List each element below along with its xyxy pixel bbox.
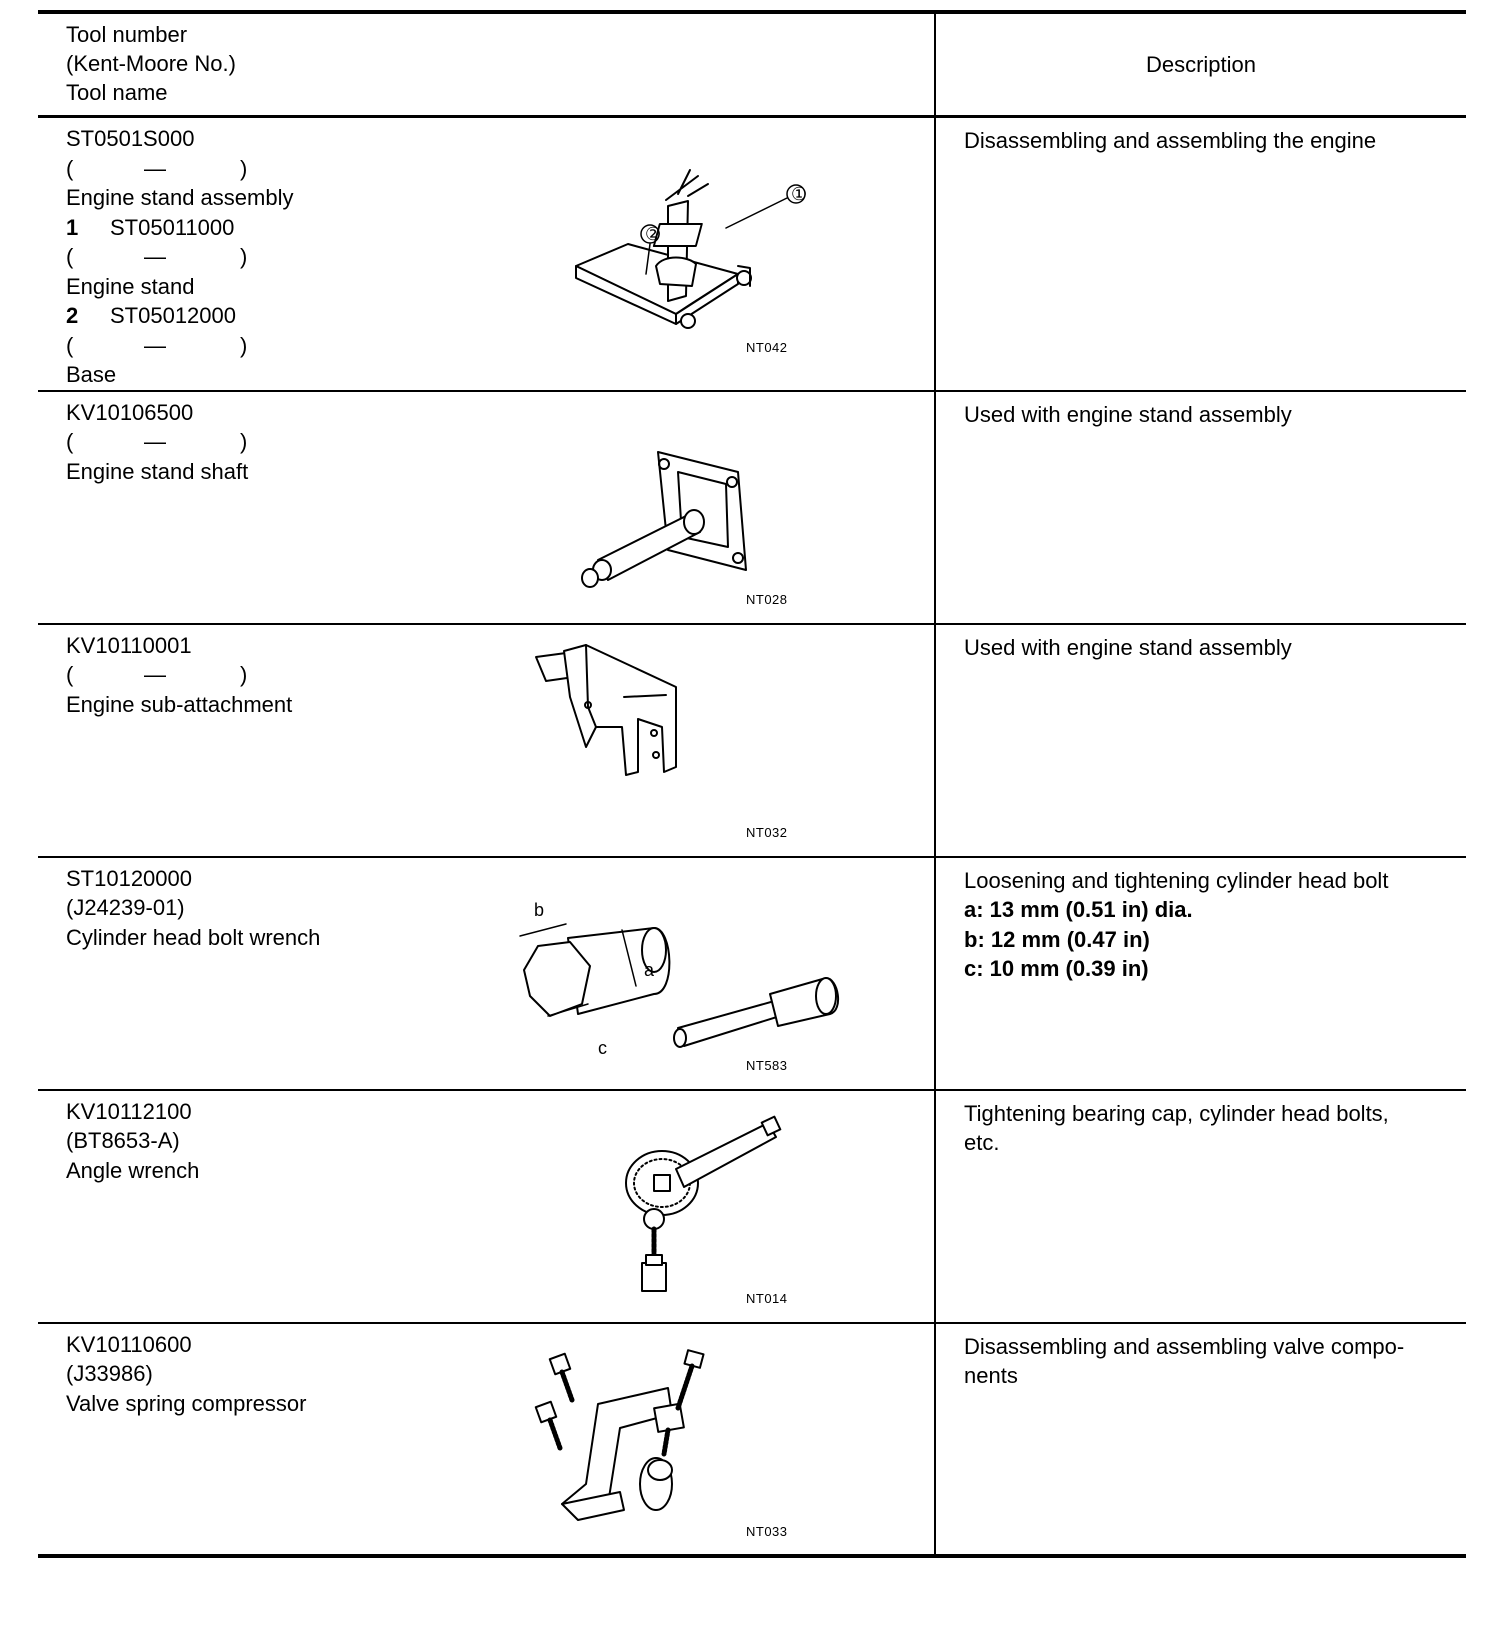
tool-line-text: (J33986) <box>66 1361 153 1386</box>
figure-code: NT583 <box>746 1057 788 1073</box>
tool-cell <box>38 391 935 624</box>
kent-moore-number-blank: ( — ) <box>66 242 934 272</box>
callout-1: ① <box>791 184 808 204</box>
callout-2: ② <box>645 224 662 244</box>
special-tools-table-page <box>38 10 1466 1558</box>
cylinder-head-bolt-wrench-illustration <box>508 886 848 1072</box>
dash: — <box>144 155 166 181</box>
dash: — <box>144 244 166 269</box>
tool-line <box>66 1330 934 1360</box>
valve-spring-compressor-illustration <box>528 1344 768 1534</box>
tool-cell <box>38 857 935 1090</box>
tool-line-text: ST10120000 <box>66 865 192 891</box>
kent-moore-number-blank: ( — ) <box>66 660 934 690</box>
kent-moore-number-blank: ( — ) <box>66 331 934 361</box>
tool-line-text: ST0501S000 <box>66 126 195 151</box>
description-text: Tightening bearing cap, cylinder head bolts, <box>964 1100 1389 1126</box>
tool-line <box>66 1359 934 1389</box>
tool-line-text: Engine stand shaft <box>66 458 249 484</box>
special-tools-table <box>38 10 1466 1558</box>
kent-moore-number-blank: ( — ) <box>66 154 934 184</box>
figure-code: NT033 <box>746 1523 788 1539</box>
tool-cell <box>38 1323 935 1556</box>
tool-column-header <box>38 12 935 117</box>
tool-line <box>66 1156 934 1186</box>
figure-code: NT028 <box>746 591 788 607</box>
tool-cell <box>38 117 935 391</box>
tool-line <box>66 1389 934 1419</box>
dash: — <box>144 662 166 687</box>
tool-line-text: ST05011000 <box>110 214 235 240</box>
tool-line <box>66 360 934 390</box>
table-row <box>38 857 1466 1090</box>
tool-line-text: (J24239-01) <box>66 895 185 920</box>
tool-line <box>66 1097 934 1127</box>
dash: — <box>144 332 166 358</box>
table-row <box>38 1090 1466 1323</box>
description-text: Used with engine stand assembly <box>964 634 1292 660</box>
description-cell <box>935 857 1466 1090</box>
figure-code: NT014 <box>746 1290 788 1306</box>
description-cell <box>935 1323 1466 1556</box>
component-number: 1 <box>66 214 79 240</box>
tool-line-text: (BT8653-A) <box>66 1128 180 1153</box>
tool-line-text: Engine stand <box>66 273 195 299</box>
tool-line <box>66 690 934 720</box>
dim-label-a: a <box>644 959 655 980</box>
tool-cell <box>38 624 935 857</box>
kent-moore-number-blank: ( — ) <box>66 427 934 457</box>
tool-line-text: KV10106500 <box>66 399 194 425</box>
description-text: etc. <box>964 1130 1000 1155</box>
dim-label-b: b <box>534 899 545 920</box>
tool-line-text: Engine stand assembly <box>66 185 294 210</box>
component-number: 2 <box>66 303 79 328</box>
description-text: Disassembling and assembling valve compo- <box>964 1333 1405 1359</box>
tool-line-text: Cylinder head bolt wrench <box>66 924 321 950</box>
description-cell <box>935 624 1466 857</box>
spec-text: a: 13 mm (0.51 in) dia. <box>964 897 1193 922</box>
tool-line <box>66 1126 934 1156</box>
table-row <box>38 1323 1466 1556</box>
spec-text: b: 12 mm (0.47 in) <box>964 926 1150 952</box>
figure-code: NT042 <box>746 340 788 355</box>
engine-stand-assembly-illustration <box>568 156 838 356</box>
table-header-row <box>38 12 1466 117</box>
description-text: Disassembling and assembling the engine <box>964 128 1377 153</box>
tool-line-text: KV10110001 <box>66 632 192 658</box>
engine-sub-attachment-illustration <box>526 637 726 787</box>
table-row <box>38 624 1466 857</box>
description-text: nents <box>964 1363 1018 1388</box>
tool-line <box>66 398 934 428</box>
dim-label-c: c <box>598 1037 607 1058</box>
description-text: Used with engine stand assembly <box>964 401 1292 427</box>
tool-line <box>66 124 934 154</box>
angle-wrench-illustration <box>598 1113 798 1313</box>
description-cell <box>935 117 1466 391</box>
tool-line-text: ST05012000 <box>110 303 236 328</box>
engine-stand-shaft-illustration <box>578 442 808 592</box>
spec-text: c: 10 mm (0.39 in) <box>964 956 1149 981</box>
description-text: Loosening and tightening cylinder head bolt <box>964 867 1389 893</box>
tool-line-text: Angle wrench <box>66 1157 200 1183</box>
header-tool-name: Tool name <box>66 80 168 105</box>
tool-line-text: Base <box>66 362 117 387</box>
figure-code: NT032 <box>746 824 788 840</box>
tool-line-text: KV10112100 <box>66 1098 192 1124</box>
tool-line <box>66 631 934 661</box>
tool-line-text: Valve spring compressor <box>66 1390 307 1416</box>
description-column-header: Description <box>935 12 1466 117</box>
table-row <box>38 391 1466 624</box>
tool-line-text: Engine sub-attachment <box>66 691 293 717</box>
description-cell <box>935 1090 1466 1323</box>
header-kent-moore: (Kent-Moore No.) <box>66 51 236 76</box>
dash: — <box>144 429 166 454</box>
header-tool-number: Tool number <box>66 22 188 47</box>
table-row <box>38 117 1466 391</box>
tool-cell <box>38 1090 935 1323</box>
tool-line-text: KV10110600 <box>66 1331 192 1357</box>
description-cell <box>935 391 1466 624</box>
